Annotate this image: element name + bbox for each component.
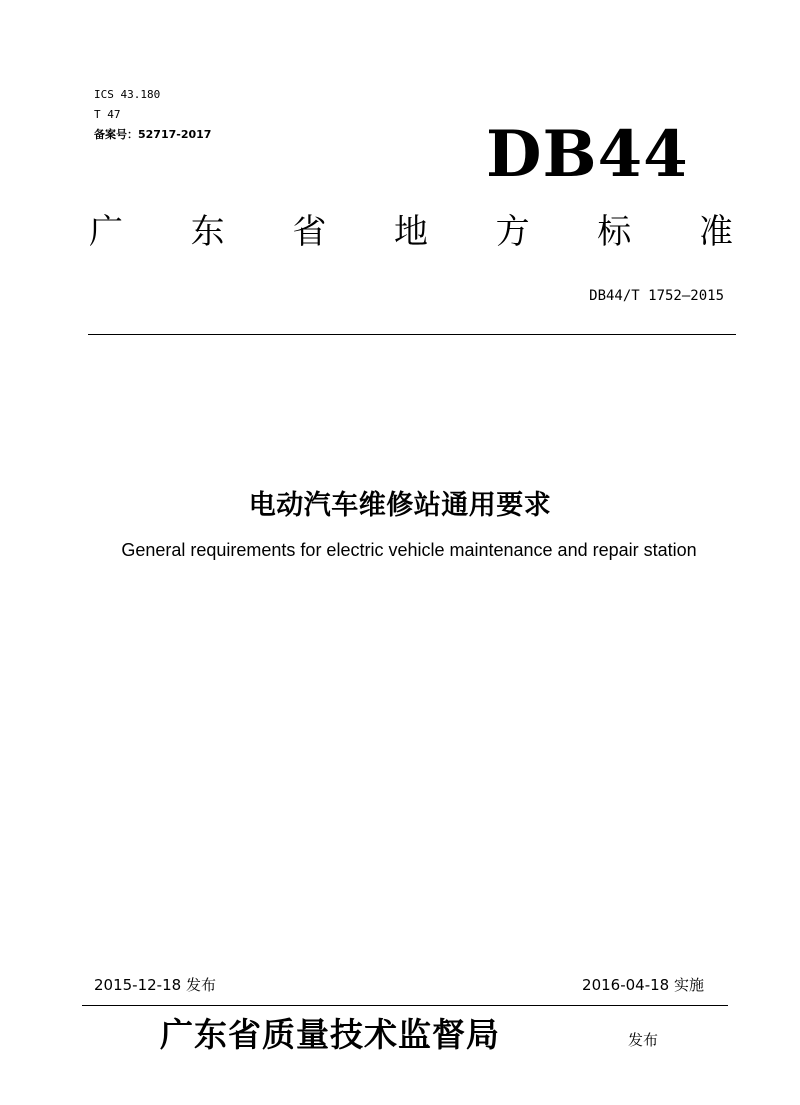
bottom-divider bbox=[82, 1005, 728, 1006]
filing-label: 备案号： bbox=[94, 128, 138, 141]
standard-number: DB44/T 1752—2015 bbox=[589, 288, 724, 304]
issue-date: 2015-12-18 发布 bbox=[94, 976, 216, 994]
ccs-code: T 47 bbox=[94, 108, 121, 121]
filing-record bbox=[94, 128, 211, 142]
standard-type-char: 方 bbox=[495, 212, 530, 252]
document-title-english: General requirements for electric vehicle maintenance and repair station bbox=[121, 540, 697, 560]
publisher-name: 广东省质量技术监督局 bbox=[160, 1015, 500, 1054]
standard-type-char: 省 bbox=[292, 212, 327, 252]
standard-type-heading bbox=[86, 210, 736, 254]
standard-type-char: 地 bbox=[393, 212, 428, 252]
filing-number: 52717-2017 bbox=[138, 128, 212, 141]
standard-type-char: 广 bbox=[89, 212, 123, 252]
standard-code-logo: DB44 bbox=[486, 117, 689, 192]
standard-type-char: 准 bbox=[698, 212, 733, 252]
implementation-date: 2016-04-18 实施 bbox=[582, 976, 704, 994]
ics-code: ICS 43.180 bbox=[94, 88, 161, 101]
standard-type-char: 标 bbox=[597, 212, 632, 252]
publisher-action: 发布 bbox=[628, 1031, 659, 1049]
standard-type-char: 东 bbox=[190, 212, 225, 252]
document-title-chinese: 电动汽车维修站通用要求 bbox=[248, 490, 552, 521]
top-divider bbox=[88, 334, 736, 335]
